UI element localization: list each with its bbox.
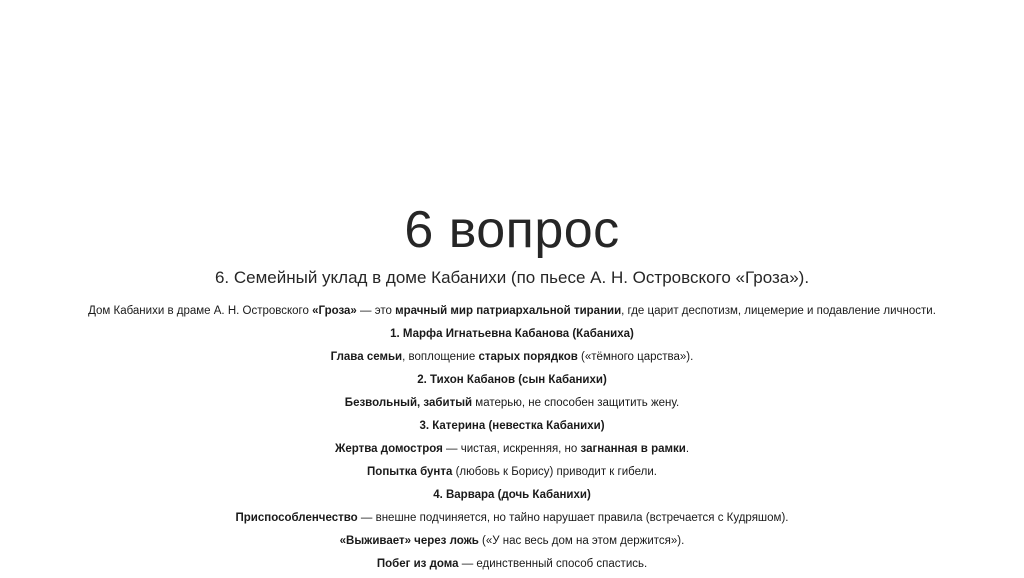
bold-text: Жертва домостроя (334, 443, 443, 455)
bold-text: 1. Марфа Игнатьевна Кабанова (Кабаниха) (390, 328, 634, 340)
bold-text: старых порядков (478, 351, 578, 363)
text: , где царит деспотизм, лицемерие и подавление личности. (621, 305, 936, 317)
bold-text: 2. Тихон Кабанов (сын Кабанихи) (417, 374, 607, 386)
text: — единственный способ спастись. (458, 558, 648, 570)
body-line (40, 440, 984, 463)
body-line (40, 394, 984, 417)
text: . (685, 443, 690, 455)
text: («У нас весь дом на этом держится»). (478, 535, 685, 547)
bold-text: Глава семьи (330, 351, 403, 363)
bold-text: «Выживает» через ложь (339, 535, 479, 547)
text: , воплощение (402, 351, 479, 363)
bold-text: Побег из дома (376, 558, 459, 570)
body-line (40, 555, 984, 578)
slide-title: 6 вопрос (404, 201, 620, 259)
body-line (40, 325, 984, 348)
text: (любовь к Борису) приводит к гибели. (452, 466, 657, 478)
bold-text: мрачный мир патриархальной тирании (395, 305, 622, 317)
body-line (40, 532, 984, 555)
body-line (40, 348, 984, 371)
slide-subtitle: 6. Семейный уклад в доме Кабанихи (по пьесе А. Н. Островского «Гроза»). (214, 268, 810, 287)
bold-text: 4. Варвара (дочь Кабанихи) (433, 489, 591, 501)
text: — чистая, искренняя, но (442, 443, 581, 455)
text: Дом Кабанихи в драме А. Н. Островского (88, 305, 313, 317)
body-line (40, 417, 984, 440)
body-line (40, 463, 984, 486)
bold-text: 3. Катерина (невестка Кабанихи) (419, 420, 605, 432)
bold-text: Попытка бунта (367, 466, 453, 478)
slide-body (40, 302, 984, 578)
text: — это (356, 305, 396, 317)
bold-text: «Гроза» (312, 305, 357, 317)
text: — внешне подчиняется, но тайно нарушает правила (встречается с Кудряшом). (357, 512, 789, 524)
body-line (40, 486, 984, 509)
body-line (40, 371, 984, 394)
bold-text: Безвольный, забитый (344, 397, 473, 409)
body-line (40, 302, 984, 325)
bold-text: загнанная в рамки (580, 443, 686, 455)
bold-text: Приспособленчество (235, 512, 358, 524)
text: («тёмного царства»). (577, 351, 694, 363)
text: матерью, не способен защитить жену. (472, 397, 680, 409)
body-line (40, 509, 984, 532)
